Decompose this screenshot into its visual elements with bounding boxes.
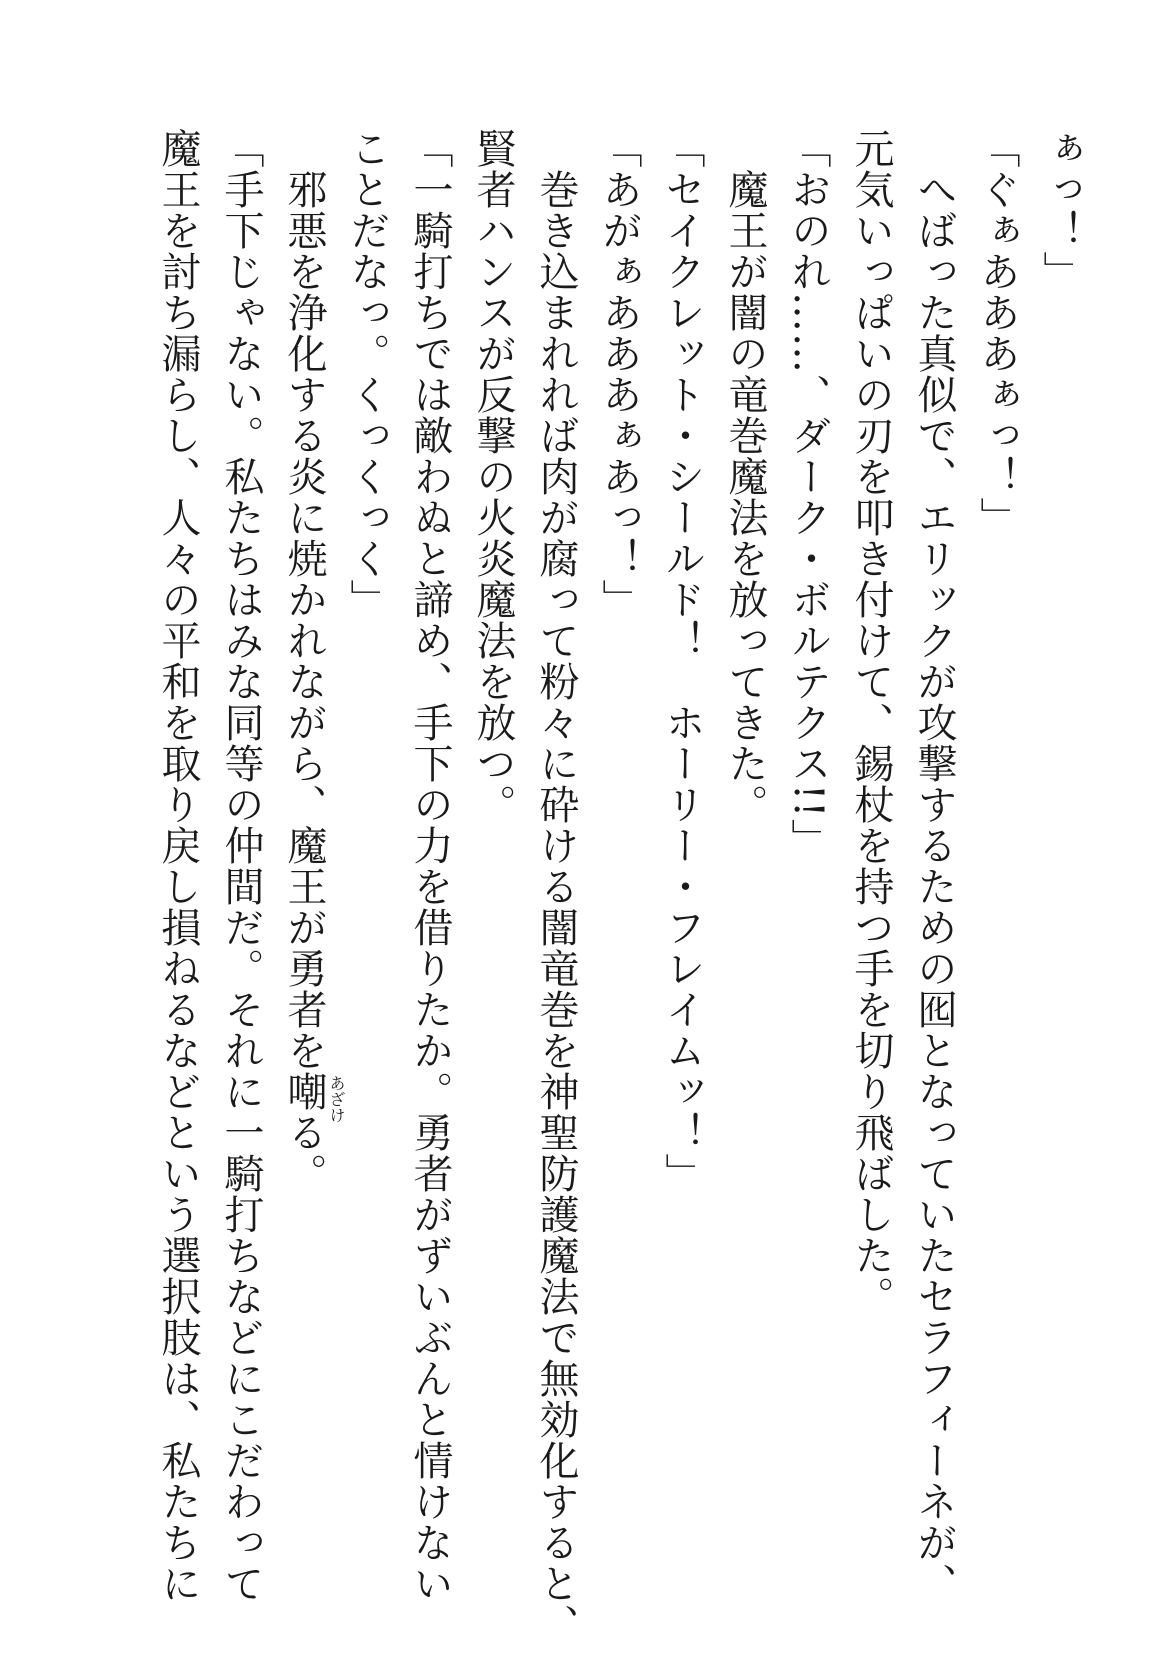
text-line-with-ruby	[272, 128, 346, 1598]
text-line: 魔王が闇の竜巻魔法を放ってきた。	[722, 128, 768, 825]
text-line: 「あがぁあああぁあっ！」	[596, 128, 642, 620]
text-line: 「手下じゃない。私たちはみな同等の仲間だ。それに一騎打ちなどにこだわって	[218, 128, 264, 1604]
vertical-text-body	[71, 128, 1091, 1645]
ruby-base: 嘲	[281, 1071, 327, 1112]
text-segment: 邪悪を浄化する炎に焼かれながら、魔王が勇者を	[281, 128, 327, 1071]
text-line: 「セイクレット・シールド！ ホーリー・フレイムッ！」	[659, 128, 705, 1194]
text-line: 賢者ハンスが反撃の火炎魔法を放つ。	[470, 128, 516, 825]
text-line: ぁっ！」	[1037, 128, 1083, 292]
text-line: へばった真似で、エリックが攻撃するための囮となっていたセラフィーネが、	[911, 128, 957, 1604]
text-line: 魔王を討ち漏らし、人々の平和を取り戻し損ねるなどという選択肢は、私たちに	[155, 128, 201, 1604]
text-line: ことだなっ。くっくっく」	[344, 128, 390, 620]
text-line: 「一騎打ちでは敵わぬと諦め、手下の力を借りたか。勇者がずいぶんと情けない	[407, 128, 453, 1604]
ruby-annotation: あざけ	[327, 1075, 346, 1123]
text-line: 「おのれ……、ダーク・ボルテクス!!」	[785, 128, 831, 860]
ruby-word	[281, 1071, 346, 1123]
text-line: 元気いっぱいの刃を叩き付けて、錫杖を持つ手を切り飛ばした。	[848, 128, 894, 1317]
text-line: 巻き込まれれば肉が腐って粉々に砕ける闇竜巻を神聖防護魔法で無効化すると、	[533, 128, 579, 1645]
text-segment: る。	[281, 1112, 327, 1194]
text-line: 「ぐぁあああぁっ！」	[974, 128, 1020, 538]
